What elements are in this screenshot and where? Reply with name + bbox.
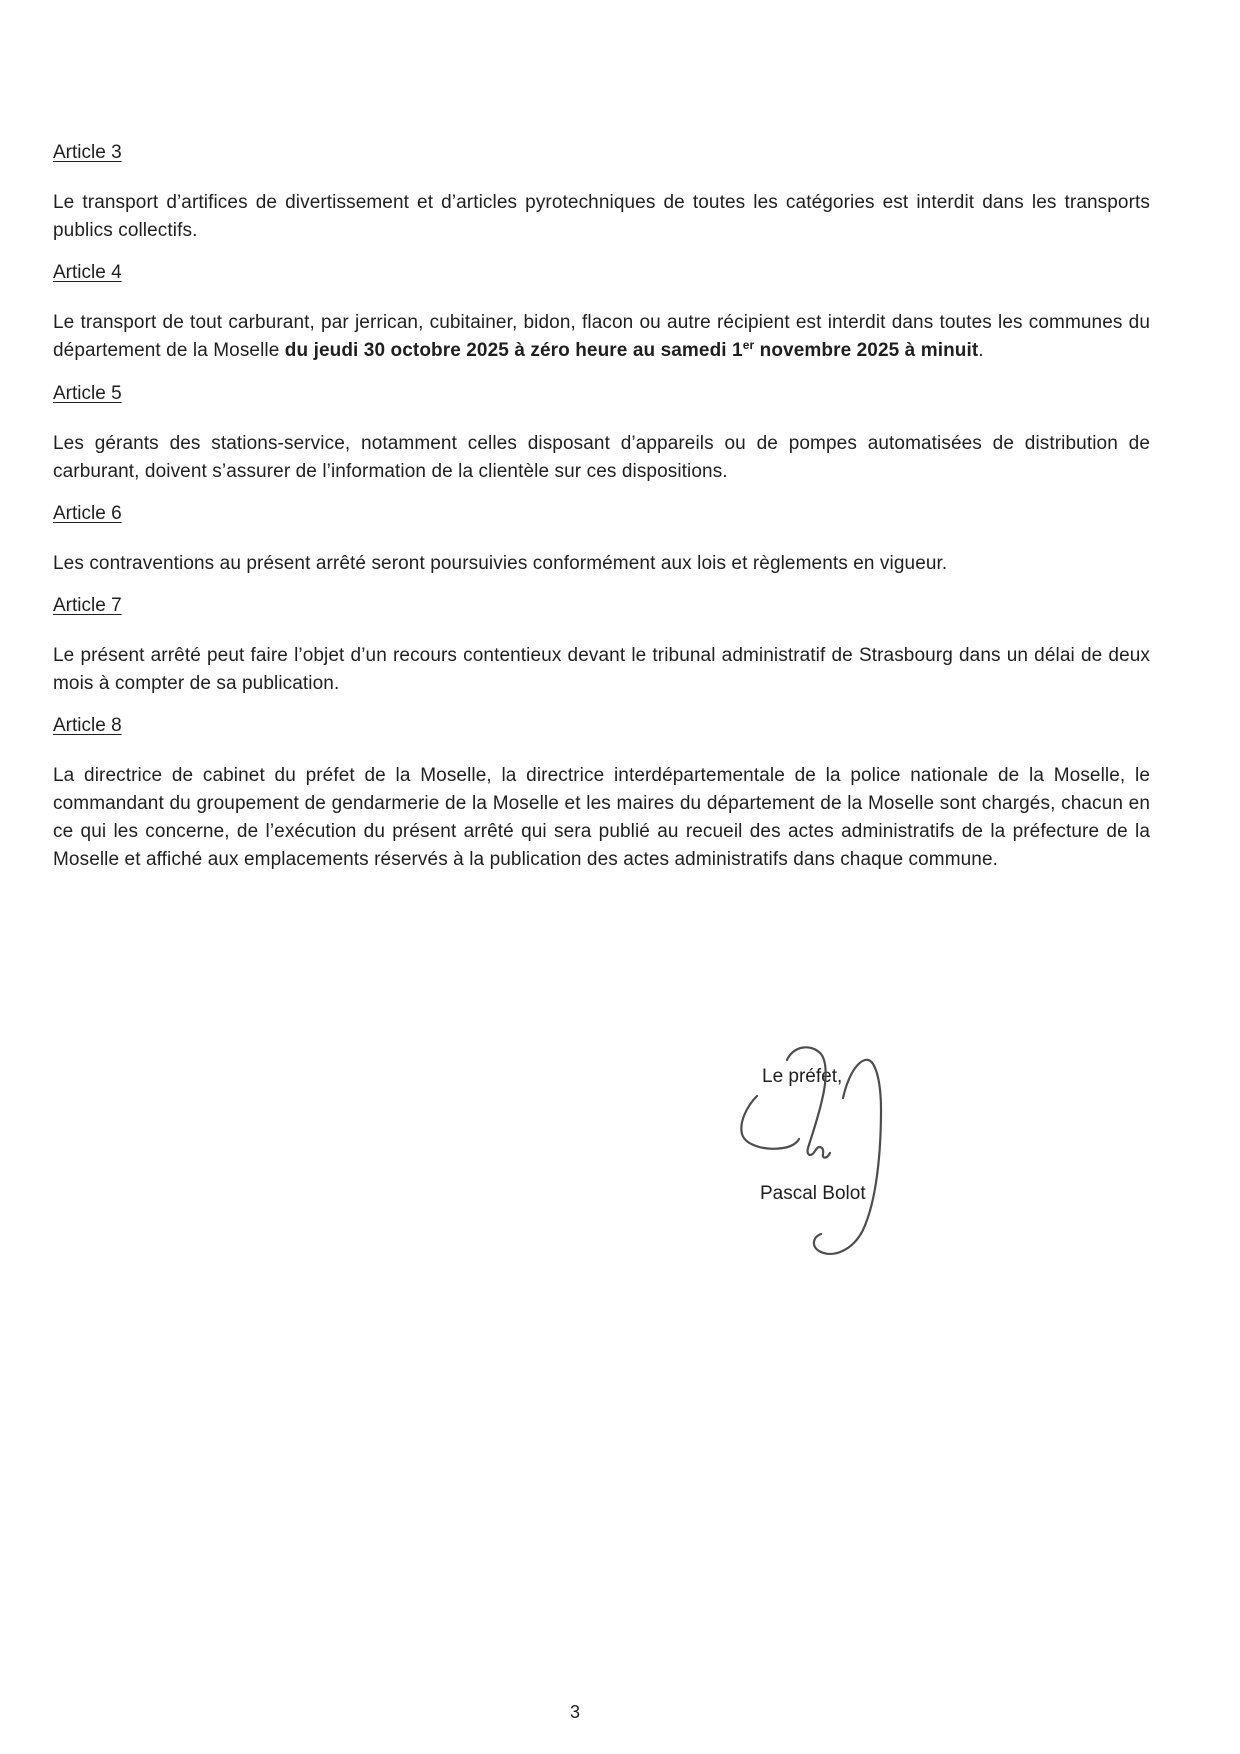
article-3-paragraph xyxy=(53,189,1150,245)
article-4-ordinal-superscript: er xyxy=(742,338,755,352)
article-4-heading: Article 4 xyxy=(53,262,122,283)
article-4-ban-period-bold: du jeudi 30 octobre 2025 à zéro heure au samedi 1 xyxy=(284,340,743,361)
article-8-text: La directrice de cabinet du préfet de la Moselle, la directrice interdépartementale de la police nationale de la Moselle, le commandant du groupement de gendarmerie de la Moselle et les maires du département de la Moselle sont chargés, chacun en ce qui les concerne, de l’exécution du présent arrêté qui sera publié au recueil des actes administratifs de la préfecture de la Moselle et affiché aux emplacements réservés à la publication des actes administratifs dans chaque commune. xyxy=(53,765,1150,870)
article-5-heading: Article 5 xyxy=(53,383,122,404)
article-6-text: Les contraventions au présent arrêté seront poursuivies conformément aux lois et règlements en vigueur. xyxy=(53,553,948,574)
article-7-heading: Article 7 xyxy=(53,595,122,616)
document-body xyxy=(53,141,1150,890)
signature-block xyxy=(735,1040,895,1265)
article-6-section xyxy=(53,502,1150,578)
page-number: 3 xyxy=(570,1702,581,1722)
article-4-text: Le transport de tout carburant, par jerrican, cubitainer, bidon, flacon ou autre récipient est interdit dans toutes les communes du département de la Moselle xyxy=(53,312,1150,361)
article-6-paragraph xyxy=(53,550,1150,578)
article-7-paragraph xyxy=(53,642,1150,698)
article-4-paragraph xyxy=(53,309,1150,366)
signature-title: Le préfet, xyxy=(762,1066,843,1087)
article-8-heading: Article 8 xyxy=(53,715,122,736)
article-8-paragraph xyxy=(53,762,1150,874)
article-3-text: Le transport d’artifices de divertissement et d’articles pyrotechniques de toutes les catégories est interdit dans les transports publics collectifs. xyxy=(53,192,1150,241)
article-6-heading: Article 6 xyxy=(53,503,122,524)
article-5-text: Les gérants des stations-service, notamment celles disposant d’appareils ou de pompes automatisées de distribution de carburant, doivent s’assurer de l’information de la clientèle sur ces dispositions. xyxy=(53,433,1150,482)
article-7-text: Le présent arrêté peut faire l’objet d’un recours contentieux devant le tribunal administratif de Strasbourg dans un délai de deux mois à compter de sa publication. xyxy=(53,645,1150,694)
handwritten-signature-mark xyxy=(735,1040,895,1265)
article-8-section xyxy=(53,714,1150,874)
article-4-ban-period-bold-end: novembre 2025 à minuit xyxy=(754,340,979,361)
article-5-paragraph xyxy=(53,430,1150,486)
article-3-heading: Article 3 xyxy=(53,142,122,163)
article-7-section xyxy=(53,594,1150,698)
article-5-section xyxy=(53,382,1150,486)
article-4-section xyxy=(53,261,1150,366)
article-4-period: . xyxy=(978,340,984,361)
signature-name: Pascal Bolot xyxy=(760,1183,866,1204)
article-3-section xyxy=(53,141,1150,245)
